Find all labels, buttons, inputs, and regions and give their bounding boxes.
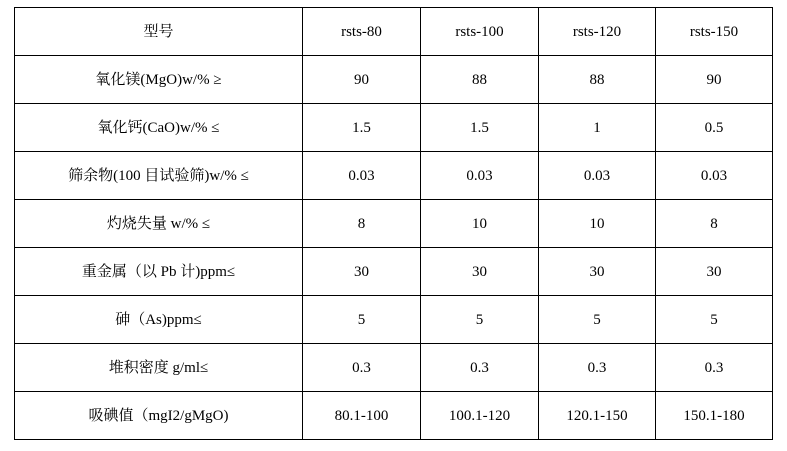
cell-value: 5 xyxy=(421,296,539,344)
table-row xyxy=(15,392,773,440)
column-header-rsts-120: rsts-120 xyxy=(539,8,656,56)
cell-value: 5 xyxy=(303,296,421,344)
table-header-row xyxy=(15,8,773,56)
cell-value: 10 xyxy=(539,200,656,248)
table-row xyxy=(15,296,773,344)
cell-value: 30 xyxy=(303,248,421,296)
cell-value: 5 xyxy=(539,296,656,344)
cell-value: 120.1-150 xyxy=(539,392,656,440)
cell-value: 90 xyxy=(303,56,421,104)
column-header-rsts-100: rsts-100 xyxy=(421,8,539,56)
cell-value: 0.3 xyxy=(539,344,656,392)
table-row xyxy=(15,56,773,104)
cell-value: 100.1-120 xyxy=(421,392,539,440)
cell-value: 90 xyxy=(656,56,773,104)
cell-value: 5 xyxy=(656,296,773,344)
cell-value: 30 xyxy=(539,248,656,296)
table-row xyxy=(15,200,773,248)
row-label: 吸碘值（mgI2/gMgO) xyxy=(15,392,303,440)
column-header-rsts-80: rsts-80 xyxy=(303,8,421,56)
row-label: 氧化钙(CaO)w/% ≤ xyxy=(15,104,303,152)
specification-table xyxy=(14,7,773,440)
cell-value: 0.03 xyxy=(656,152,773,200)
cell-value: 10 xyxy=(421,200,539,248)
column-header-rsts-150: rsts-150 xyxy=(656,8,773,56)
cell-value: 0.03 xyxy=(539,152,656,200)
cell-value: 0.3 xyxy=(656,344,773,392)
table-row xyxy=(15,344,773,392)
table-row xyxy=(15,104,773,152)
cell-value: 150.1-180 xyxy=(656,392,773,440)
row-label: 筛余物(100 目试验筛)w/% ≤ xyxy=(15,152,303,200)
row-label: 灼烧失量 w/% ≤ xyxy=(15,200,303,248)
table-row xyxy=(15,248,773,296)
cell-value: 30 xyxy=(421,248,539,296)
row-label: 氧化镁(MgO)w/% ≥ xyxy=(15,56,303,104)
cell-value: 0.3 xyxy=(421,344,539,392)
cell-value: 0.5 xyxy=(656,104,773,152)
cell-value: 8 xyxy=(656,200,773,248)
cell-value: 1.5 xyxy=(421,104,539,152)
cell-value: 0.03 xyxy=(303,152,421,200)
cell-value: 88 xyxy=(421,56,539,104)
cell-value: 0.3 xyxy=(303,344,421,392)
cell-value: 30 xyxy=(656,248,773,296)
cell-value: 8 xyxy=(303,200,421,248)
row-label: 砷（As)ppm≤ xyxy=(15,296,303,344)
cell-value: 80.1-100 xyxy=(303,392,421,440)
row-label: 重金属（以 Pb 计)ppm≤ xyxy=(15,248,303,296)
cell-value: 88 xyxy=(539,56,656,104)
table-row xyxy=(15,152,773,200)
cell-value: 1.5 xyxy=(303,104,421,152)
row-label: 堆积密度 g/ml≤ xyxy=(15,344,303,392)
cell-value: 0.03 xyxy=(421,152,539,200)
column-header-model: 型号 xyxy=(15,8,303,56)
cell-value: 1 xyxy=(539,104,656,152)
